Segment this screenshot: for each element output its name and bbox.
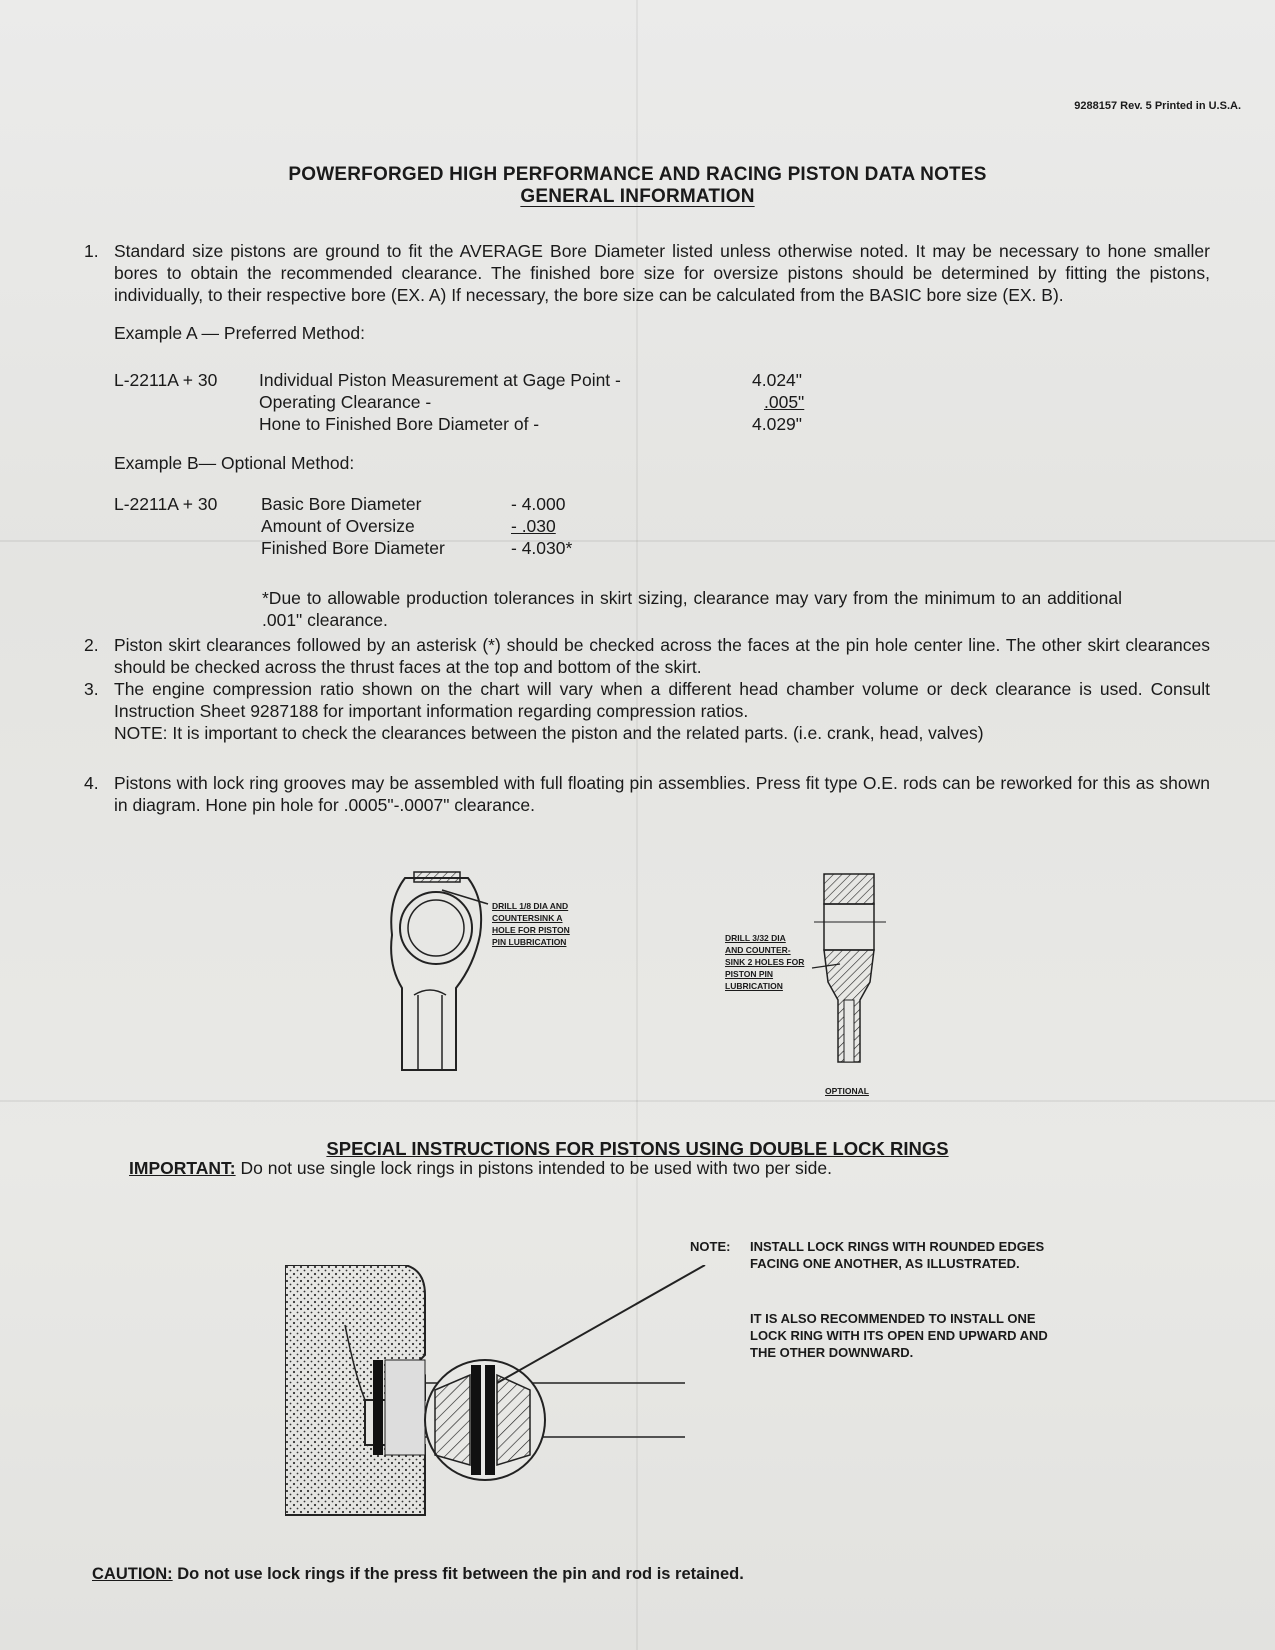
item-3-note: NOTE: It is important to check the clearances between the piston and the related parts. (i.e. crank, head, valves) — [114, 723, 984, 743]
item-number: 3. — [84, 679, 99, 699]
important-notice — [129, 1158, 832, 1179]
note-text-2: IT IS ALSO RECOMMENDED TO INSTALL ONE LOCK RING WITH ITS OPEN END UPWARD AND THE OTHER DOWNWARD. — [750, 1311, 1048, 1360]
example-a-line-1-label: Individual Piston Measurement at Gage Point - — [259, 370, 621, 390]
section-heading: GENERAL INFORMATION — [520, 186, 755, 207]
note-label: NOTE: — [690, 1239, 731, 1254]
important-text: Do not use single lock rings in pistons intended to be used with two per side. — [240, 1158, 832, 1178]
caution-label: CAUTION: — [92, 1565, 173, 1583]
example-a-line-3-value: 4.029" — [752, 414, 803, 434]
example-b-line-1-value: - 4.000 — [511, 494, 566, 514]
optional-label: OPTIONAL — [825, 1086, 869, 1096]
example-b-line-2-label: Amount of Oversize — [261, 516, 415, 536]
item-number: 2. — [84, 635, 99, 655]
example-a-line-1-value: 4.024" — [752, 370, 803, 390]
item-number: 4. — [84, 773, 99, 793]
document-number: 9288157 Rev. 5 Printed in U.S.A. — [1074, 100, 1241, 112]
caution-text: Do not use lock rings if the press fit between the pin and rod is retained. — [177, 1565, 744, 1583]
connecting-rod-diagram — [390, 870, 490, 1075]
page-title: POWERFORGED HIGH PERFORMANCE AND RACING PISTON DATA NOTES — [288, 164, 987, 185]
example-a-part: L-2211A + 30 — [114, 370, 218, 390]
example-b-line-2-value: - .030 — [511, 516, 556, 536]
example-a-line-2-label: Operating Clearance - — [259, 392, 432, 412]
important-label: IMPORTANT: — [129, 1158, 236, 1178]
rod-section-diagram — [810, 872, 890, 1072]
caution-notice — [92, 1565, 744, 1584]
drill-label-right: DRILL 3/32 DIA AND COUNTER- SINK 2 HOLES FOR PISTON PIN LUBRICATION — [725, 933, 805, 991]
item-text: The engine compression ratio shown on the chart will vary when a different head chamber volume or deck clearance is used. Consult Instruction Sheet 9287188 for important information regarding compression ratios. — [114, 679, 1210, 721]
note-text-1: INSTALL LOCK RINGS WITH ROUNDED EDGES FACING ONE ANOTHER, AS ILLUSTRATED. — [750, 1239, 1045, 1271]
item-text: Pistons with lock ring grooves may be assembled with full floating pin assemblies. Press fit type O.E. rods can be reworked for this as shown in diagram. Hone pin hole for .0005"-.0007" clearance. — [114, 773, 1210, 815]
example-b-line-3-label: Finished Bore Diameter — [261, 538, 445, 558]
example-b-line-1-label: Basic Bore Diameter — [261, 494, 422, 514]
example-a-label: Example A — Preferred Method: — [114, 323, 365, 343]
item-text: Standard size pistons are ground to fit the AVERAGE Bore Diameter listed unless otherwise noted. It may be necessary to hone smaller bores to obtain the recommended clearance. The finished bore size for oversize pistons should be determined by fitting the pistons, individually, to their respective bore (EX. A) If necessary, the bore size can be calculated from the BASIC bore size (EX. B). — [114, 241, 1210, 305]
item-text: Piston skirt clearances followed by an asterisk (*) should be checked across the faces at the pin hole center line. The other skirt clearances should be checked across the thrust faces at the top and bottom of the skirt. — [114, 635, 1210, 677]
example-a-line-3-label: Hone to Finished Bore Diameter of - — [259, 414, 540, 434]
example-b-part: L-2211A + 30 — [114, 494, 218, 514]
drill-label-left: DRILL 1/8 DIA AND COUNTERSINK A HOLE FOR PISTON PIN LUBRICATION — [492, 901, 570, 947]
example-a-line-2-value: .005" — [764, 392, 805, 412]
example-b-line-3-value: - 4.030* — [511, 538, 573, 558]
example-b-label: Example B— Optional Method: — [114, 453, 355, 473]
item-number: 1. — [84, 241, 99, 261]
special-instructions-title: SPECIAL INSTRUCTIONS FOR PISTONS USING DOUBLE LOCK RINGS — [326, 1138, 949, 1159]
footnote: *Due to allowable production tolerances in skirt sizing, clearance may vary from the minimum to an additional .001" clearance. — [262, 588, 1122, 630]
lock-ring-diagram — [285, 1265, 745, 1555]
